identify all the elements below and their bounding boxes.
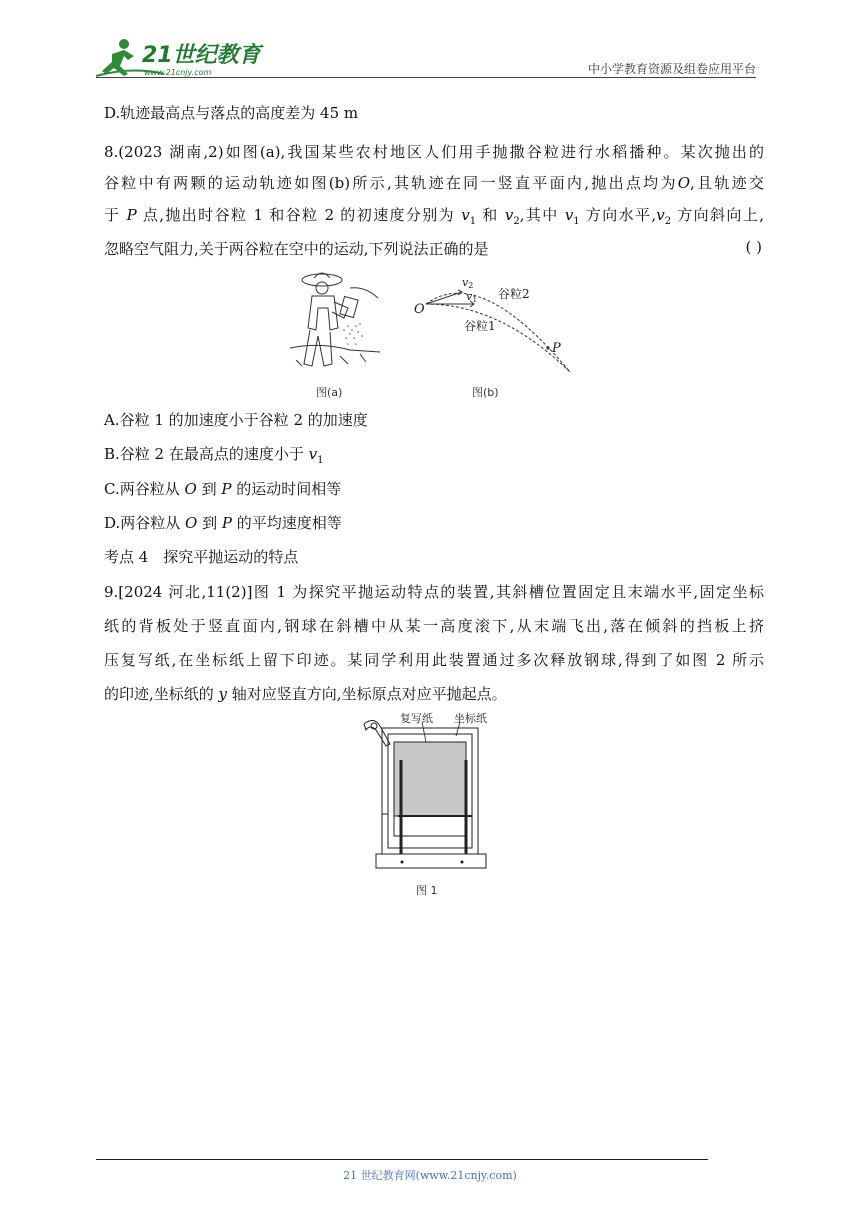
label-grain-2: 谷粒2 <box>498 287 530 301</box>
logo <box>94 36 264 80</box>
label-o: O <box>414 302 425 317</box>
platform-title: 中小学教育资源及组卷应用平台 <box>587 62 756 76</box>
figure-a-caption: 图(a) <box>316 386 343 399</box>
seed-dots <box>343 323 363 345</box>
q7-option-d: D.轨迹最高点与落点的高度差为 45 m <box>104 104 359 122</box>
velocity-v2-arrow <box>426 292 462 304</box>
q9-line-4: 的印迹,坐标纸的 y 轴对应竖直方向,坐标原点对应平抛起点。 <box>104 685 507 703</box>
q8-line-4: 忽略空气阻力,关于两谷粒在空中的运动,下列说法正确的是 <box>104 240 489 258</box>
label-p: P <box>552 341 561 356</box>
answer-paren: ( ) <box>745 238 762 256</box>
label-grain-1: 谷粒1 <box>464 319 496 333</box>
figure-a-farmer <box>290 268 380 402</box>
q8-option-d: D.两谷粒从 O 到 P 的平均速度相等 <box>104 514 342 532</box>
section-heading: 考点 4 探究平抛运动的特点 <box>104 548 299 566</box>
q9-line-1: 9.[2024 河北,11(2)]图 1 为探究平抛运动特点的装置,其斜槽位置固定且末端水平,固定坐标 <box>104 583 764 601</box>
figure-b-trajectories <box>410 268 580 402</box>
carbon-paper <box>394 742 466 816</box>
q8-line-3: 于 P 点,抛出时谷粒 1 和谷粒 2 的初速度分别为 $v_1$ 和 $v_2$,其中 $v_1$ 方向水平$,v_2$ 方向斜向上, <box>104 206 764 227</box>
logo-url: www.21cnjy.com <box>144 68 212 77</box>
logo-text: 21世纪教育 <box>142 43 261 68</box>
figure-1-apparatus <box>360 712 500 902</box>
label-v1: v1 <box>466 290 478 304</box>
label-grid-paper: 坐标纸 <box>454 712 487 725</box>
label-v2: v2 <box>462 276 474 290</box>
header-divider <box>96 77 756 78</box>
footer-divider <box>96 1159 708 1160</box>
base <box>376 854 486 868</box>
q8-line-1: 8.(2023 湖南,2)如图(a),我国某些农村地区人们用手抛撒谷粒进行水稻播种。某次抛出的 <box>104 143 764 161</box>
figure-1-caption: 图 1 <box>416 884 438 897</box>
grid-paper <box>394 816 466 836</box>
q8-option-a: A.谷粒 1 的加速度小于谷粒 2 的加速度 <box>104 411 368 429</box>
point-p <box>546 346 549 349</box>
q9-line-2: 纸的背板处于竖直面内,钢球在斜槽中从某一高度滚下,从末端飞出,落在倾斜的挡板上挤 <box>104 617 764 635</box>
q8-option-c: C.两谷粒从 O 到 P 的运动时间相等 <box>104 480 342 498</box>
trajectory-grain-1 <box>426 304 570 372</box>
figure-b-caption: 图(b) <box>472 386 499 399</box>
q8-line-2: 谷粒中有两颗的运动轨迹如图(b)所示,其轨迹在同一竖直平面内,抛出点均为O,且轨迹交 <box>104 174 764 192</box>
label-carbon-paper: 复写纸 <box>400 712 433 725</box>
q8-option-b: B.谷粒 2 在最高点的速度小于 $v_1$ <box>104 445 324 466</box>
q9-line-3: 压复写纸,在坐标纸上留下印迹。某同学利用此装置通过多次释放钢球,得到了如图 2 所示 <box>104 651 764 669</box>
footer-text: 21 世纪教育网(www.21cnjy.com) <box>343 1169 517 1182</box>
